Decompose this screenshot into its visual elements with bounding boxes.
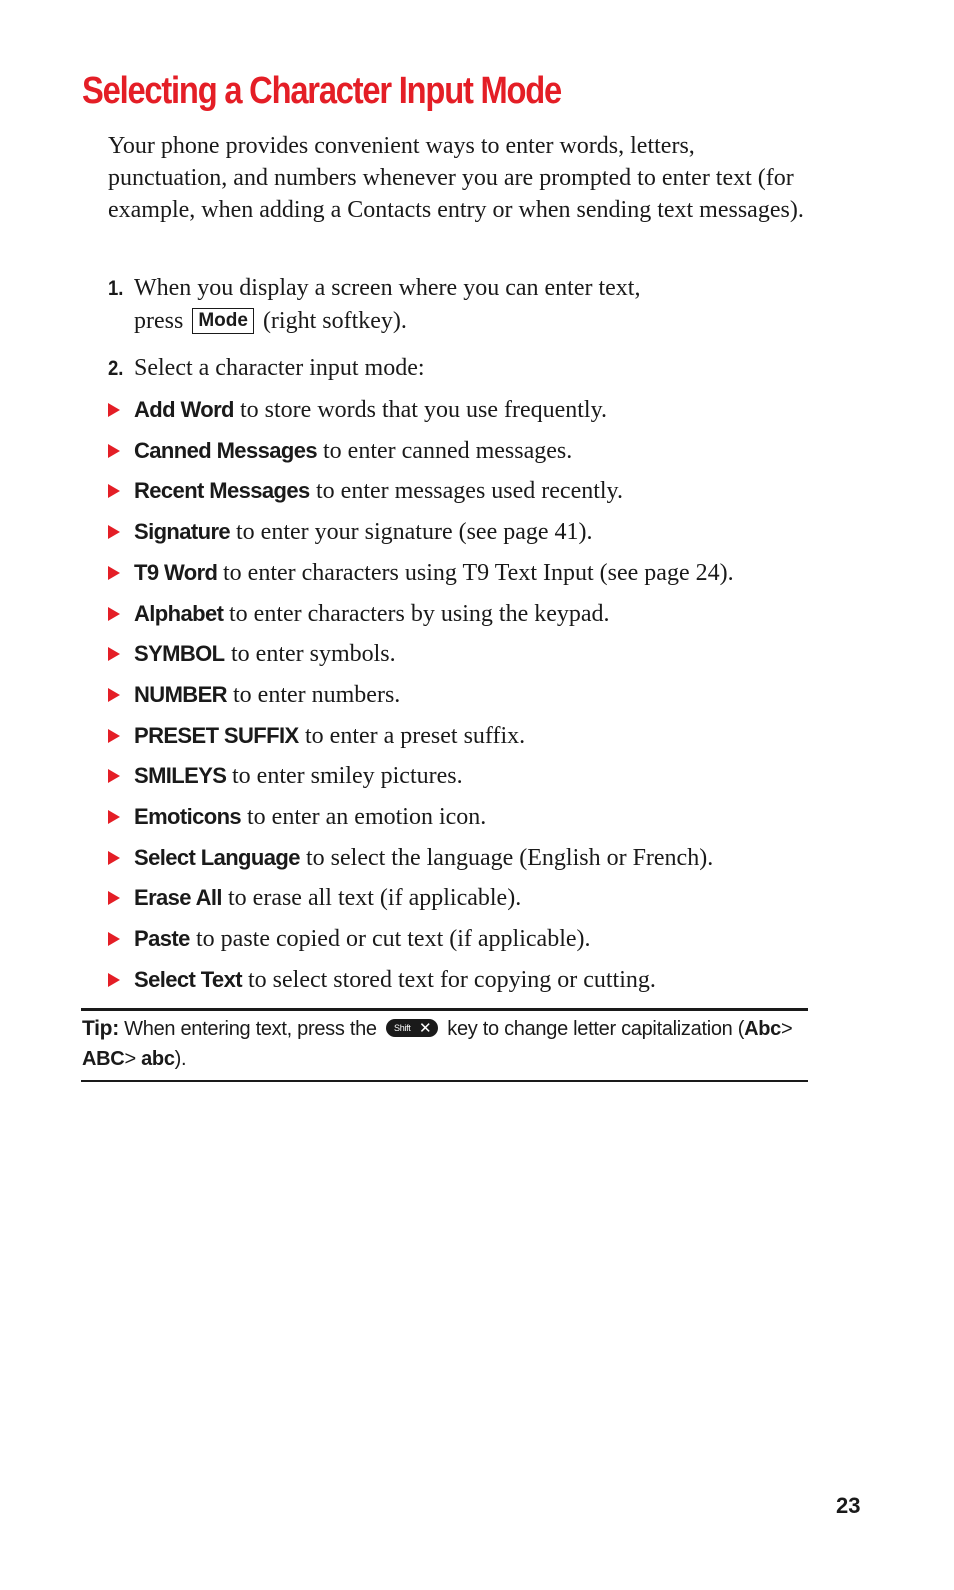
option-label: SYMBOL — [134, 641, 225, 667]
option-description: to enter a preset suffix. — [305, 722, 526, 749]
step-1 — [108, 272, 814, 338]
option-label: Emoticons — [134, 804, 242, 829]
option-description: to store words that you use frequently. — [240, 397, 608, 423]
bullet-arrow-icon — [108, 810, 120, 824]
option-label: Add Word — [134, 397, 234, 422]
step-number: 1. — [108, 277, 124, 300]
option-description: to enter numbers. — [233, 681, 401, 708]
step-number: 2. — [108, 357, 124, 380]
bullet-arrow-icon — [108, 729, 120, 743]
option-description: to enter smiley pictures. — [232, 763, 463, 790]
bullet-arrow-icon — [108, 851, 120, 865]
mode-softkey: Mode — [192, 308, 254, 334]
step-text: When you display a screen where you can enter text, press Mode (right softkey). — [134, 275, 641, 334]
bullet-arrow-icon — [108, 484, 120, 498]
option-description: to enter symbols. — [231, 641, 396, 668]
intro-paragraph: Your phone provides convenient ways to enter words, letters, punctuation, and numbers whenever you are prompted to enter text (for example, when adding a Contacts entry or when sending text messages). — [108, 133, 804, 223]
tip-box: Tip: When entering text, press the Shift ✕ key to change letter capitalization (Abc> ABC> abc). — [82, 1017, 793, 1070]
option-label: Select Text — [134, 966, 242, 992]
bullet-arrow-icon — [108, 647, 120, 661]
tip-label: Tip: — [82, 1017, 119, 1040]
shift-key-icon: Shift ✕ — [386, 1019, 438, 1037]
bullet-arrow-icon — [108, 891, 120, 905]
mode-abc-lower: abc — [141, 1048, 175, 1070]
bullet-arrow-icon — [108, 973, 120, 987]
step-text: Select a character input mode: — [134, 355, 425, 381]
option-description: to select the language (English or French). — [306, 844, 714, 871]
option-label: PRESET SUFFIX — [134, 722, 299, 748]
option-label: Paste — [134, 926, 190, 952]
option-description: to enter characters by using the keypad. — [229, 600, 610, 627]
option-label: T9 Word — [134, 559, 218, 585]
option-label: SMILEYS — [134, 763, 227, 789]
option-description: to paste copied or cut text (if applicable). — [196, 926, 591, 953]
tip-divider-top — [81, 1008, 808, 1011]
option-label: Alphabet — [134, 600, 224, 626]
option-description: to enter messages used recently. — [316, 478, 623, 505]
bullet-arrow-icon — [108, 769, 120, 783]
option-label: Signature — [134, 519, 231, 545]
option-description: to enter an emotion icon. — [247, 804, 487, 830]
option-label: Erase All — [134, 885, 222, 911]
tip-divider-bottom — [81, 1080, 808, 1082]
option-label: Canned Messages — [134, 437, 317, 463]
option-description: to enter characters using T9 Text Input (see page 24). — [223, 559, 734, 586]
option-label: Select Language — [134, 844, 300, 870]
step-2 — [108, 352, 814, 385]
bullet-arrow-icon — [108, 566, 120, 580]
bullet-arrow-icon — [108, 932, 120, 946]
option-label: Recent Messages — [134, 478, 310, 504]
bullet-arrow-icon — [108, 403, 120, 417]
page-title: Selecting a Character Input Mode — [82, 70, 562, 112]
option-label: NUMBER — [134, 681, 227, 707]
bullet-arrow-icon — [108, 525, 120, 539]
page-number: 23 — [836, 1493, 861, 1518]
mode-abc-initial: Abc — [744, 1018, 782, 1040]
option-description: to enter canned messages. — [323, 437, 573, 464]
bullet-arrow-icon — [108, 688, 120, 702]
mode-abc-upper: ABC — [82, 1048, 125, 1070]
bullet-arrow-icon — [108, 444, 120, 458]
option-description: to erase all text (if applicable). — [228, 885, 522, 912]
option-description: to select stored text for copying or cutting. — [248, 966, 656, 993]
option-description: to enter your signature (see page 41). — [236, 519, 593, 546]
bullet-arrow-icon — [108, 607, 120, 621]
